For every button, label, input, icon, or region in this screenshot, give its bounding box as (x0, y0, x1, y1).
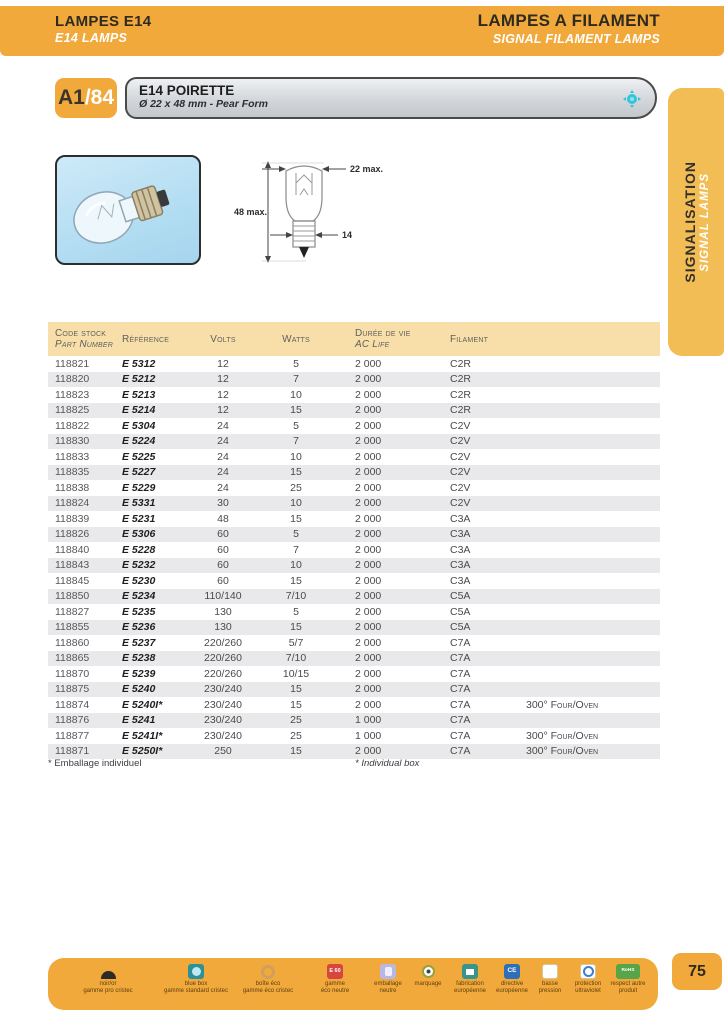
cell-life: 2 000 (355, 481, 382, 494)
cell-watts: 15 (290, 745, 302, 758)
cell-volts: 30 (217, 497, 229, 510)
cell-part-number: 118839 (55, 512, 90, 525)
cell-watts: 7/10 (285, 652, 307, 665)
cell-part-number: 118830 (55, 435, 90, 448)
table-body (48, 356, 660, 759)
cell-filament: C2V (450, 419, 471, 432)
dimension-diagram (228, 155, 400, 280)
top-banner (0, 6, 724, 56)
cell-filament: C5A (450, 590, 471, 603)
cell-filament: C2R (450, 373, 472, 386)
table-row (48, 387, 660, 403)
cell-watts: 7/10 (285, 590, 307, 603)
cell-life: 2 000 (355, 652, 382, 665)
banner-right-title: LAMPES A FILAMENT (477, 11, 660, 30)
cell-volts: 230/240 (204, 683, 242, 696)
legend-label-line1: noir/or (99, 981, 117, 987)
cell-volts: 24 (217, 466, 229, 479)
cell-note: 300° Four/Oven (526, 745, 599, 758)
table-row (48, 604, 660, 620)
legend-label-line1: respect autre (610, 981, 646, 987)
cell-volts: 110/140 (204, 590, 242, 603)
section-title: E14 POIRETTE (139, 83, 235, 98)
cell-watts: 15 (290, 466, 302, 479)
legend-label-line1: protection (574, 981, 602, 987)
cell-watts: 15 (290, 574, 302, 587)
cell-volts: 230/240 (204, 729, 242, 742)
cell-filament: C2R (450, 357, 472, 370)
table-row (48, 372, 660, 388)
cell-part-number: 118822 (55, 419, 90, 432)
cell-volts: 24 (217, 450, 229, 463)
cell-life: 2 000 (355, 745, 382, 758)
banner-left-title: LAMPES E14 (55, 13, 152, 30)
cell-part-number: 118865 (55, 652, 90, 665)
cell-life: 1 000 (355, 729, 382, 742)
cell-watts: 5 (293, 605, 299, 618)
cell-part-number: 118855 (55, 621, 90, 634)
cell-filament: C7A (450, 745, 471, 758)
cell-volts: 60 (217, 528, 229, 541)
target-icon (623, 90, 641, 108)
cell-watts: 25 (290, 481, 302, 494)
cell-volts: 12 (217, 404, 229, 417)
col-header-code: Code stock Part Number (55, 328, 114, 350)
cell-volts: 60 (217, 559, 229, 572)
col-header-volts: Volts (210, 333, 236, 345)
cell-life: 2 000 (355, 512, 382, 525)
cell-volts: 60 (217, 574, 229, 587)
cell-watts: 10 (290, 388, 302, 401)
cell-volts: 60 (217, 543, 229, 556)
legend-label-line2: européenne (495, 988, 529, 994)
cell-volts: 12 (217, 357, 229, 370)
cell-filament: C7A (450, 652, 471, 665)
table-row (48, 465, 660, 481)
legend-label-line2: gamme standard cristec (163, 988, 229, 994)
cell-filament: C7A (450, 698, 471, 711)
table-row (48, 651, 660, 667)
cell-filament: C7A (450, 636, 471, 649)
cell-life: 2 000 (355, 698, 382, 711)
table-row (48, 744, 660, 760)
table-row (48, 418, 660, 434)
cell-volts: 12 (217, 373, 229, 386)
cell-part-number: 118826 (55, 528, 90, 541)
cell-life: 2 000 (355, 419, 382, 432)
diagram-base-text: 14 (342, 230, 353, 240)
cell-volts: 130 (214, 605, 232, 618)
legend-item (585, 964, 671, 995)
e60-icon: E 60 (327, 964, 343, 979)
table-row (48, 496, 660, 512)
table-row (48, 558, 660, 574)
cell-reference: E 5232 (122, 559, 156, 572)
cell-part-number: 118838 (55, 481, 90, 494)
cell-life: 2 000 (355, 543, 382, 556)
cell-reference: E 5224 (122, 435, 156, 448)
cell-watts: 5 (293, 528, 299, 541)
cell-watts: 10 (290, 497, 302, 510)
cell-filament: C3A (450, 543, 471, 556)
cell-life: 2 000 (355, 466, 382, 479)
badge-page: /84 (84, 86, 115, 109)
cell-life: 2 000 (355, 404, 382, 417)
cell-filament: C7A (450, 714, 471, 727)
legend-label-line1: blue box (184, 981, 208, 987)
cell-part-number: 118824 (55, 497, 90, 510)
eco-box-icon (260, 964, 276, 979)
cell-reference: E 5214 (122, 404, 156, 417)
table-row (48, 697, 660, 713)
table-row (48, 713, 660, 729)
footer-legend (48, 958, 658, 1010)
badge-code: A1 (57, 86, 85, 109)
legend-label-line1: marquage (414, 981, 442, 987)
cell-watts: 7 (293, 373, 299, 386)
sidetab-signalisation (668, 88, 724, 356)
table-row (48, 666, 660, 682)
legend-label-line2: gamme pro cristec (83, 988, 133, 994)
cell-reference: E 5230 (122, 574, 156, 587)
legend-label-line2: européenne (453, 988, 487, 994)
cell-life: 2 000 (355, 497, 382, 510)
cell-filament: C2V (450, 481, 471, 494)
cell-part-number: 118835 (55, 466, 90, 479)
banner-left-subtitle: E14 LAMPS (55, 31, 128, 45)
cell-filament: C2V (450, 497, 471, 510)
cell-watts: 7 (293, 435, 299, 448)
cell-reference: E 5231 (122, 512, 156, 525)
cell-watts: 15 (290, 683, 302, 696)
cell-reference: E 5306 (122, 528, 156, 541)
banner-right-subtitle: SIGNAL FILAMENT LAMPS (492, 32, 660, 46)
legend-label-line2: produit (618, 988, 638, 994)
cell-reference: E 5213 (122, 388, 156, 401)
cell-part-number: 118843 (55, 559, 90, 572)
cell-filament: C2R (450, 388, 472, 401)
cell-reference: E 5304 (122, 419, 156, 432)
cell-reference: E 5236 (122, 621, 156, 634)
legend-label-line1: gamme (324, 981, 345, 987)
table-row (48, 356, 660, 372)
cell-reference: E 5312 (122, 357, 156, 370)
cell-part-number: 118845 (55, 574, 90, 587)
cell-reference: E 5225 (122, 450, 156, 463)
col-header-life: Durée de vie AC Life (355, 328, 411, 350)
cell-reference: E 5234 (122, 590, 156, 603)
legend-label-line2: neutre (379, 988, 397, 994)
cell-life: 1 000 (355, 714, 382, 727)
cell-volts: 130 (214, 621, 232, 634)
cell-life: 2 000 (355, 683, 382, 696)
cell-life: 2 000 (355, 636, 382, 649)
cell-note: 300° Four/Oven (526, 698, 599, 711)
table-row (48, 403, 660, 419)
table-row (48, 511, 660, 527)
footnote-fr: * Emballage individuel (48, 758, 142, 769)
cell-filament: C7A (450, 683, 471, 696)
cell-part-number: 118876 (55, 714, 90, 727)
cell-life: 2 000 (355, 373, 382, 386)
legend-label-line2: pression (538, 988, 562, 994)
cell-part-number: 118875 (55, 683, 90, 696)
legend-label-line1: directive (500, 981, 524, 987)
cell-reference: E 5241I* (122, 729, 163, 742)
cell-watts: 5/7 (288, 636, 304, 649)
cell-reference: E 5237 (122, 636, 156, 649)
cell-volts: 48 (217, 512, 229, 525)
cell-watts: 10 (290, 450, 302, 463)
cell-reference: E 5331 (122, 497, 156, 510)
table-row (48, 480, 660, 496)
cell-reference: E 5212 (122, 373, 156, 386)
cell-part-number: 118850 (55, 590, 90, 603)
diagram-width-text: 22 max. (350, 164, 384, 174)
cell-filament: C2R (450, 404, 472, 417)
cell-watts: 10/15 (282, 667, 310, 680)
cell-watts: 10 (290, 559, 302, 572)
table-row (48, 527, 660, 543)
legend-label-line2: gamme éco cristec (242, 988, 294, 994)
product-table (48, 322, 660, 759)
cell-reference: E 5229 (122, 481, 156, 494)
cell-part-number: 118825 (55, 404, 90, 417)
cell-note: 300° Four/Oven (526, 729, 599, 742)
cell-volts: 230/240 (204, 698, 242, 711)
cell-part-number: 118823 (55, 388, 90, 401)
cell-watts: 15 (290, 621, 302, 634)
sidetab-title-en: SIGNAL LAMPS (698, 172, 711, 272)
legend-item (65, 964, 151, 995)
product-photo (55, 155, 201, 265)
cell-volts: 24 (217, 481, 229, 494)
cell-part-number: 118860 (55, 636, 90, 649)
section-subtitle: Ø 22 x 48 mm - Pear Form (139, 98, 268, 110)
section-badge (55, 78, 117, 118)
table-header-row (48, 322, 660, 356)
cell-life: 2 000 (355, 559, 382, 572)
cell-part-number: 118827 (55, 605, 90, 618)
cell-life: 2 000 (355, 667, 382, 680)
legend-label-line1: emballage (374, 981, 402, 987)
cell-filament: C2V (450, 450, 471, 463)
cell-part-number: 118871 (55, 745, 90, 758)
table-row (48, 620, 660, 636)
cell-part-number: 118877 (55, 729, 90, 742)
cell-reference: E 5240I* (122, 698, 163, 711)
cell-filament: C2V (450, 466, 471, 479)
ce-directive-icon: CE (504, 964, 520, 979)
cell-life: 2 000 (355, 574, 382, 587)
cell-filament: C3A (450, 528, 471, 541)
cell-part-number: 118833 (55, 450, 90, 463)
cell-watts: 15 (290, 404, 302, 417)
footnote-en: * Individual box (355, 758, 420, 769)
table-row (48, 635, 660, 651)
cell-life: 2 000 (355, 357, 382, 370)
cell-part-number: 118874 (55, 698, 90, 711)
cell-watts: 5 (293, 357, 299, 370)
table-row (48, 682, 660, 698)
cell-watts: 25 (290, 714, 302, 727)
cell-watts: 15 (290, 512, 302, 525)
cell-reference: E 5240 (122, 683, 156, 696)
cell-life: 2 000 (355, 528, 382, 541)
cell-filament: C7A (450, 729, 471, 742)
table-row (48, 728, 660, 744)
cell-part-number: 118820 (55, 373, 90, 386)
cell-volts: 24 (217, 435, 229, 448)
col-header-filament: Filament (450, 333, 489, 345)
blue-box-icon (188, 964, 204, 979)
cell-part-number: 118821 (55, 357, 90, 370)
legend-label-line2: ultraviolet (575, 988, 601, 994)
cell-reference: E 5238 (122, 652, 156, 665)
cell-life: 2 000 (355, 450, 382, 463)
table-row (48, 573, 660, 589)
diagram-height-text: 48 max. (234, 207, 268, 217)
cell-filament: C7A (450, 667, 471, 680)
cell-filament: C5A (450, 605, 471, 618)
col-header-watts: Watts (282, 333, 310, 345)
bulb-photo-illustration (57, 157, 199, 263)
col-header-reference: Référence (122, 333, 170, 345)
cell-reference: E 5250I* (122, 745, 163, 758)
cell-volts: 12 (217, 388, 229, 401)
page-number: 75 (672, 953, 722, 990)
cell-filament: C3A (450, 512, 471, 525)
table-row (48, 589, 660, 605)
cell-watts: 25 (290, 729, 302, 742)
cell-watts: 7 (293, 543, 299, 556)
cell-life: 2 000 (355, 590, 382, 603)
cell-life: 2 000 (355, 605, 382, 618)
cell-volts: 230/240 (204, 714, 242, 727)
cell-life: 2 000 (355, 388, 382, 401)
cell-life: 2 000 (355, 435, 382, 448)
cell-reference: E 5235 (122, 605, 156, 618)
cell-life: 2 000 (355, 621, 382, 634)
cell-filament: C2V (450, 435, 471, 448)
cell-filament: C3A (450, 574, 471, 587)
dome-icon (100, 964, 116, 979)
cell-reference: E 5239 (122, 667, 156, 680)
cell-watts: 5 (293, 419, 299, 432)
cell-volts: 220/260 (204, 667, 242, 680)
cell-reference: E 5228 (122, 543, 156, 556)
legend-label-line2: éco neutre (320, 988, 350, 994)
legend-label-line1: basse (541, 981, 558, 987)
cell-reference: E 5241 (122, 714, 156, 727)
cell-part-number: 118840 (55, 543, 90, 556)
table-row (48, 449, 660, 465)
cell-filament: C3A (450, 559, 471, 572)
rohs-icon: RoHS (616, 964, 640, 979)
legend-label-line1: fabrication (456, 981, 484, 987)
table-row (48, 542, 660, 558)
section-title-bar (125, 77, 657, 119)
sidetab-title-fr: SIGNALISATION (681, 161, 698, 283)
cell-filament: C5A (450, 621, 471, 634)
cell-reference: E 5227 (122, 466, 156, 479)
table-row (48, 434, 660, 450)
cell-volts: 220/260 (204, 636, 242, 649)
cell-part-number: 118870 (55, 667, 90, 680)
cell-volts: 24 (217, 419, 229, 432)
legend-label-line1: boîte éco (255, 981, 281, 987)
cell-volts: 250 (214, 745, 232, 758)
cell-volts: 220/260 (204, 652, 242, 665)
cell-watts: 15 (290, 698, 302, 711)
